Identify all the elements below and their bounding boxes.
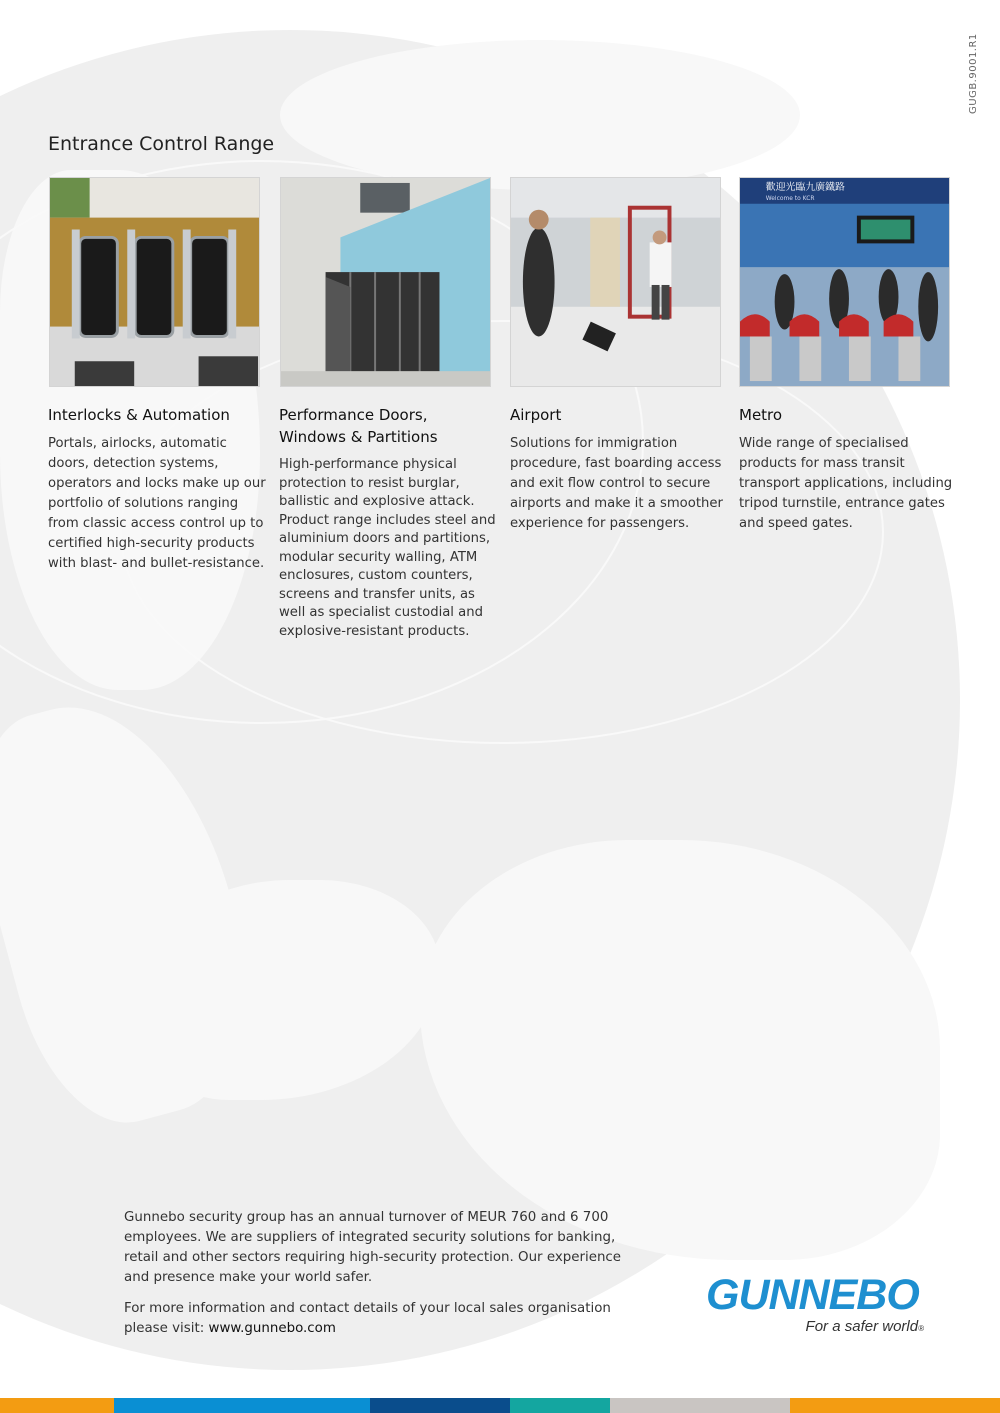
color-stripe-bar xyxy=(0,1398,1000,1413)
stripe-blue xyxy=(114,1398,370,1413)
metro-sign-chinese: 歡迎光臨九廣鐵路 xyxy=(765,181,845,193)
contact-paragraph xyxy=(124,1299,624,1339)
contact-prefix: For more information and contact details of your local sales organisation please visit: xyxy=(124,1301,611,1336)
photo-metro xyxy=(739,177,950,387)
page-title: Entrance Control Range xyxy=(48,133,275,155)
column-heading: Performance Doors, Windows & Partitions xyxy=(279,406,438,446)
column-interlocks xyxy=(48,404,266,574)
column-heading: Metro xyxy=(739,406,783,424)
column-heading: Airport xyxy=(510,406,562,424)
tagline-text: For a safer world xyxy=(805,1318,919,1335)
stripe-grey xyxy=(610,1398,790,1413)
footer-text xyxy=(124,1208,624,1350)
column-heading: Interlocks & Automation xyxy=(48,406,230,424)
gunnebo-logo xyxy=(706,1272,932,1342)
column-body: High-performance physical protection to resist burglar, ballistic and explosive attack. Product range includes steel and aluminium doors and partitions, modular security walling, ATM enclosures, custom counters, screens and transfer units, as well as specialist custodial and explosive-resistant products. xyxy=(279,457,496,639)
stripe-teal xyxy=(510,1398,610,1413)
stripe-orange-end xyxy=(790,1398,1000,1413)
column-airport xyxy=(510,404,728,534)
stripe-navy xyxy=(370,1398,510,1413)
column-body: Solutions for immigration procedure, fast boarding access and exit flow control to secure airports and make it a smoother experience for passengers. xyxy=(510,436,723,531)
photo-performance-doors xyxy=(280,177,491,387)
photo-airport xyxy=(510,177,721,387)
document-reference: GUGB.9001.R1 xyxy=(968,33,979,114)
column-metro xyxy=(739,404,957,534)
logo-tagline xyxy=(806,1318,924,1335)
photo-interlocks xyxy=(49,177,260,387)
stripe-orange xyxy=(0,1398,114,1413)
column-body: Portals, airlocks, automatic doors, detection systems, operators and locks make up our portfolio of solutions ranging from classic access control up to certified high-security products with blast- and bullet-resistance. xyxy=(48,436,266,571)
website-link[interactable]: www.gunnebo.com xyxy=(208,1321,336,1336)
column-body: Wide range of specialised products for mass transit transport applications, including tripod turnstile, entrance gates and speed gates. xyxy=(739,436,953,531)
logo-wordmark: GUNNEBO xyxy=(706,1271,919,1319)
column-performance-doors xyxy=(279,404,497,641)
registered-mark: ® xyxy=(918,1324,924,1333)
company-description: Gunnebo security group has an annual turnover of MEUR 760 and 6 700 employees. We are suppliers of integrated security solutions for banking, retail and other sectors requiring high-security protection. Our experience and presence make your world safer. xyxy=(124,1210,622,1285)
metro-sign-english: Welcome to KCR xyxy=(765,194,815,202)
continent-shape xyxy=(280,40,800,190)
